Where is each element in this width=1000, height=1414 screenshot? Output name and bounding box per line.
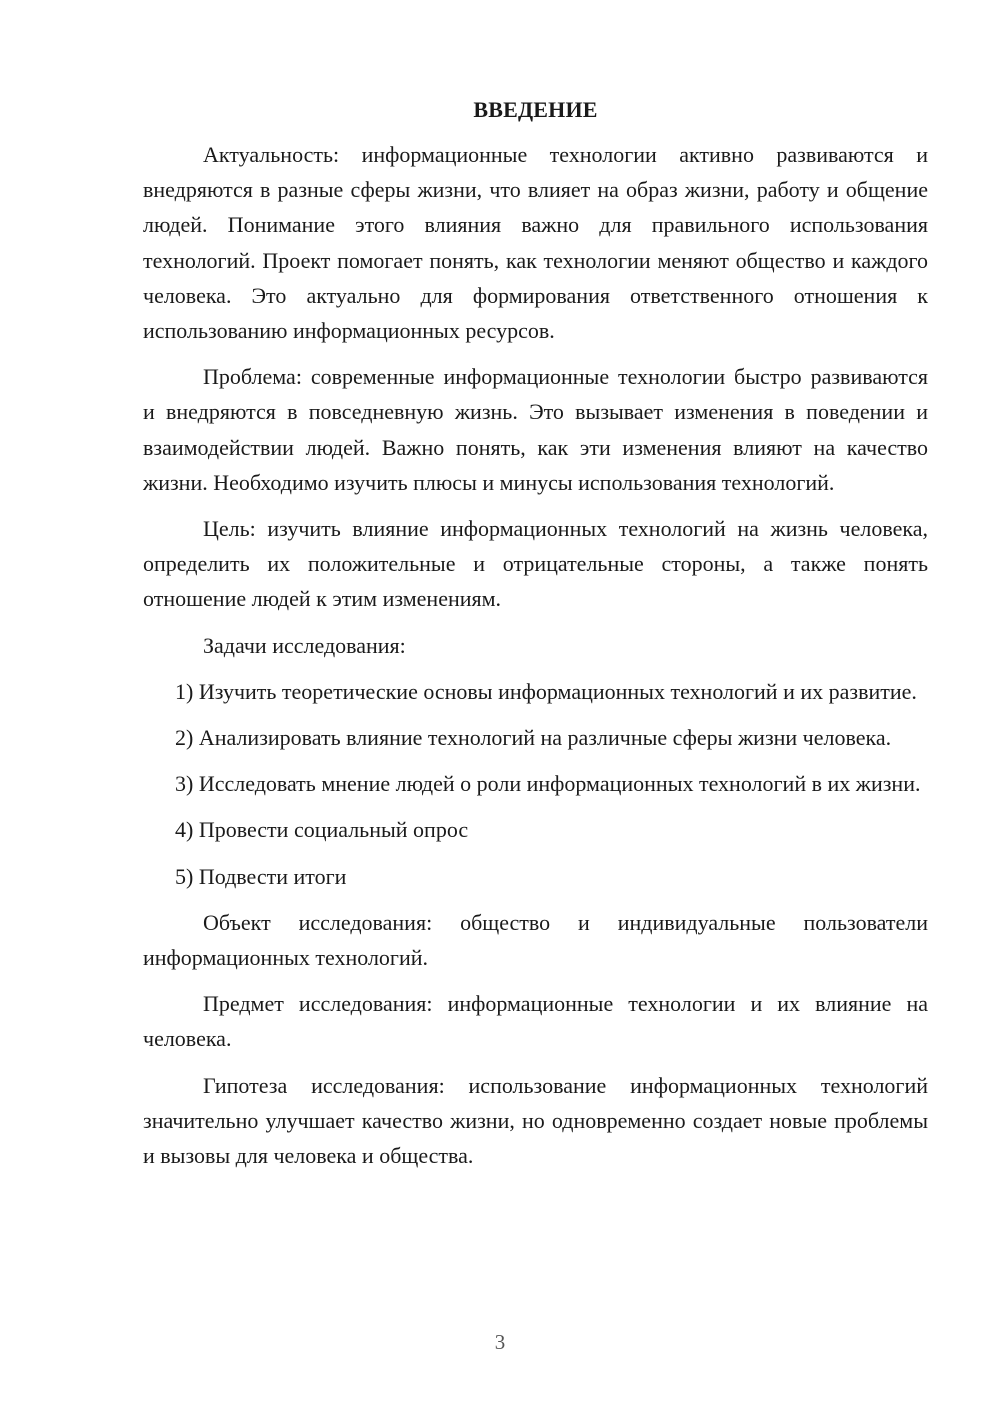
tasks-heading: Задачи исследования: [203,632,406,658]
relevance-paragraph: Актуальность: информационные технологии активно развиваются и внедряются в разные сферы жизни, что влияет на образ жизни, работу и общение людей. Понимание этого влияния важно для правильного использования технологий. Проект помогает понять, как технологии меняют общество и каждого человека. Это актуально для формирования ответственного отношения к использованию информационных ресурсов. [143,142,928,344]
task-item-1: 1) Изучить теоретические основы информационных технологий и их развитие. [175,678,917,704]
hypothesis-paragraph: Гипотеза исследования: использование информационных технологий значительно улучшает качество жизни, но одновременно создает новые проблемы и вызовы для человека и общества. [143,1072,928,1169]
task-item-2: 2) Анализировать влияние технологий на различные сферы жизни человека. [175,725,892,751]
document-page [143,93,928,1173]
task-item-4: 4) Провести социальный опрос [175,817,469,843]
task-item-3: 3) Исследовать мнение людей о роли информационных технологий в их жизни. [175,771,921,797]
page-number: 3 [494,1330,506,1354]
problem-paragraph: Проблема: современные информационные технологии быстро развиваются и внедряются в повседневную жизнь. Это вызывает изменения в поведении и взаимодействии людей. Важно понять, как эти изменения влияют на качество жизни. Необходимо изучить плюсы и минусы использования технологий. [143,364,928,495]
object-paragraph: Объект исследования: общество и индивидуальные пользователи информационных технологий. [143,909,928,971]
goal-paragraph: Цель: изучить влияние информационных технологий на жизнь человека, определить их положительные и отрицательные стороны, а также понять отношение людей к этим изменениям. [143,516,928,612]
section-title: ВВЕДЕНИЕ [473,97,598,122]
subject-paragraph: Предмет исследования: информационные технологии и их влияние на человека. [143,991,928,1052]
task-item-5: 5) Подвести итоги [175,863,347,889]
